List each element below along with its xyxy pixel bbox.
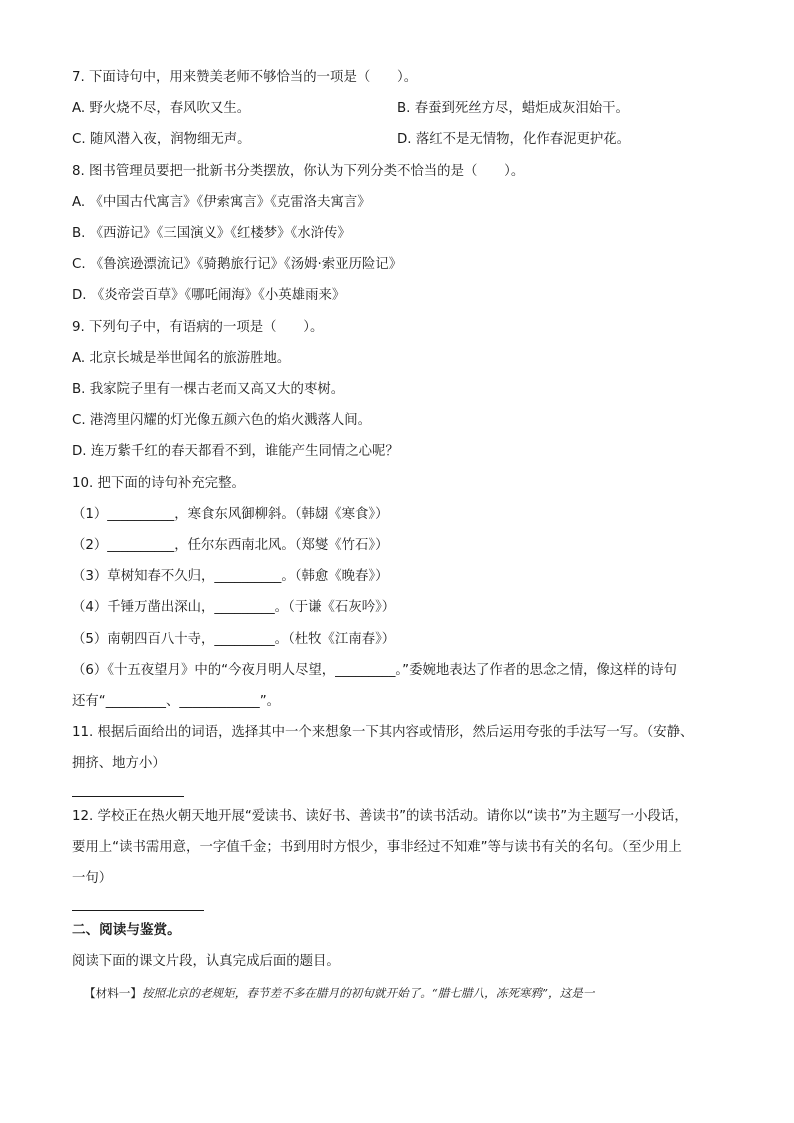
q7-option-a: A. 野火烧不尽，春风吹又生。 <box>72 101 251 117</box>
q9-option-d: D. 连万紫千红的春天都看不到，谁能产生同情之心呢？ <box>72 444 399 460</box>
q10-item-6-line-2: 还有“_________、____________”。 <box>72 694 281 710</box>
q8-option-a: A. 《中国古代寓言》《伊索寓言》《克雷洛夫寓言》 <box>72 194 371 210</box>
q8-option-d: D. 《炎帝尝百草》《哪吒闹海》《小英雄雨来》 <box>72 288 346 304</box>
q8-option-c: C. 《鲁滨逊漂流记》《骑鹅旅行记》《汤姆·索亚历险记》 <box>72 257 403 273</box>
q10-stem: 10. 把下面的诗句补充完整。 <box>72 475 245 491</box>
section-2-instruction: 阅读下面的课文片段，认真完成后面的题目。 <box>72 954 340 970</box>
q7-options-row-1 <box>72 93 724 124</box>
q11-line-2: 拥挤、地方小） <box>72 756 166 772</box>
q12-line-1: 12. 学校正在热火朝天地开展“爱读书、读好书、善读书”的读书活动。请你以“读书”为主题写一小段话， <box>72 808 688 824</box>
q12-answer-line <box>72 910 204 911</box>
q12-line-2: 要用上“读书需用意，一字值千金；书到用时方恨少，事非经过不知难”等与读书有关的名句。（至少用上 <box>72 839 682 855</box>
q10-item-4: （4）千锤万凿出深山，_________。（于谦《石灰吟》） <box>72 600 396 616</box>
q7-option-b: B. 春蚕到死丝方尽，蜡炬成灰泪始干。 <box>397 101 629 117</box>
q12-line-3: 一句） <box>72 871 113 887</box>
q10-item-3: （3）草树知春不久归，__________。（韩愈《晚春》） <box>72 569 389 585</box>
q9-option-a: A. 北京长城是举世闻名的旅游胜地。 <box>72 350 291 366</box>
q8-stem: 8. 图书管理员要把一批新书分类摆放，你认为下列分类不恰当的是（ ）。 <box>72 163 525 179</box>
q9-option-b: B. 我家院子里有一棵古老而又高又大的枣树。 <box>72 382 345 398</box>
q11-line-1: 11. 根据后面给出的词语，选择其中一个来想象一下其内容或情形，然后运用夸张的手法写一写。（安静、 <box>72 725 694 741</box>
q7-option-d: D. 落红不是无情物，化作春泥更护花。 <box>397 132 631 148</box>
material-1-paragraph <box>72 978 724 1009</box>
q7-options-row-2 <box>72 124 724 155</box>
section-2-title: 二、阅读与鉴赏。 <box>72 922 181 939</box>
q11-answer-line <box>72 796 184 797</box>
q7-stem: 7. 下面诗句中，用来赞美老师不够恰当的一项是（ ）。 <box>72 70 418 85</box>
q10-item-6-line-1: （6）《十五夜望月》中的“今夜月明人尽望，_________。”委婉地表达了作者的思念之情，像这样的诗句 <box>72 662 677 678</box>
q8-option-b: B. 《西游记》《三国演义》《红楼梦》《水浒传》 <box>72 226 351 242</box>
exam-page <box>72 62 724 1009</box>
q10-item-5: （5）南朝四百八十寺，_________。（杜牧《江南春》） <box>72 631 396 647</box>
q9-stem: 9. 下列句子中，有语病的一项是（ ）。 <box>72 319 324 335</box>
material-1-tag: 【材料一】 <box>84 985 142 1000</box>
material-1-text: 按照北京的老规矩，春节差不多在腊月的初旬就开始了。“腊七腊八，冻死寒鸦”，这是一 <box>141 985 595 1000</box>
q9-option-c: C. 港湾里闪耀的灯光像五颜六色的焰火溅落人间。 <box>72 413 372 429</box>
q10-item-1: （1）__________，寒食东风御柳斜。（韩翃《寒食》） <box>72 506 389 522</box>
q10-item-2: （2）__________，任尔东西南北风。（郑燮《竹石》） <box>72 538 389 554</box>
q7-option-c: C. 随风潜入夜，润物细无声。 <box>72 132 251 148</box>
